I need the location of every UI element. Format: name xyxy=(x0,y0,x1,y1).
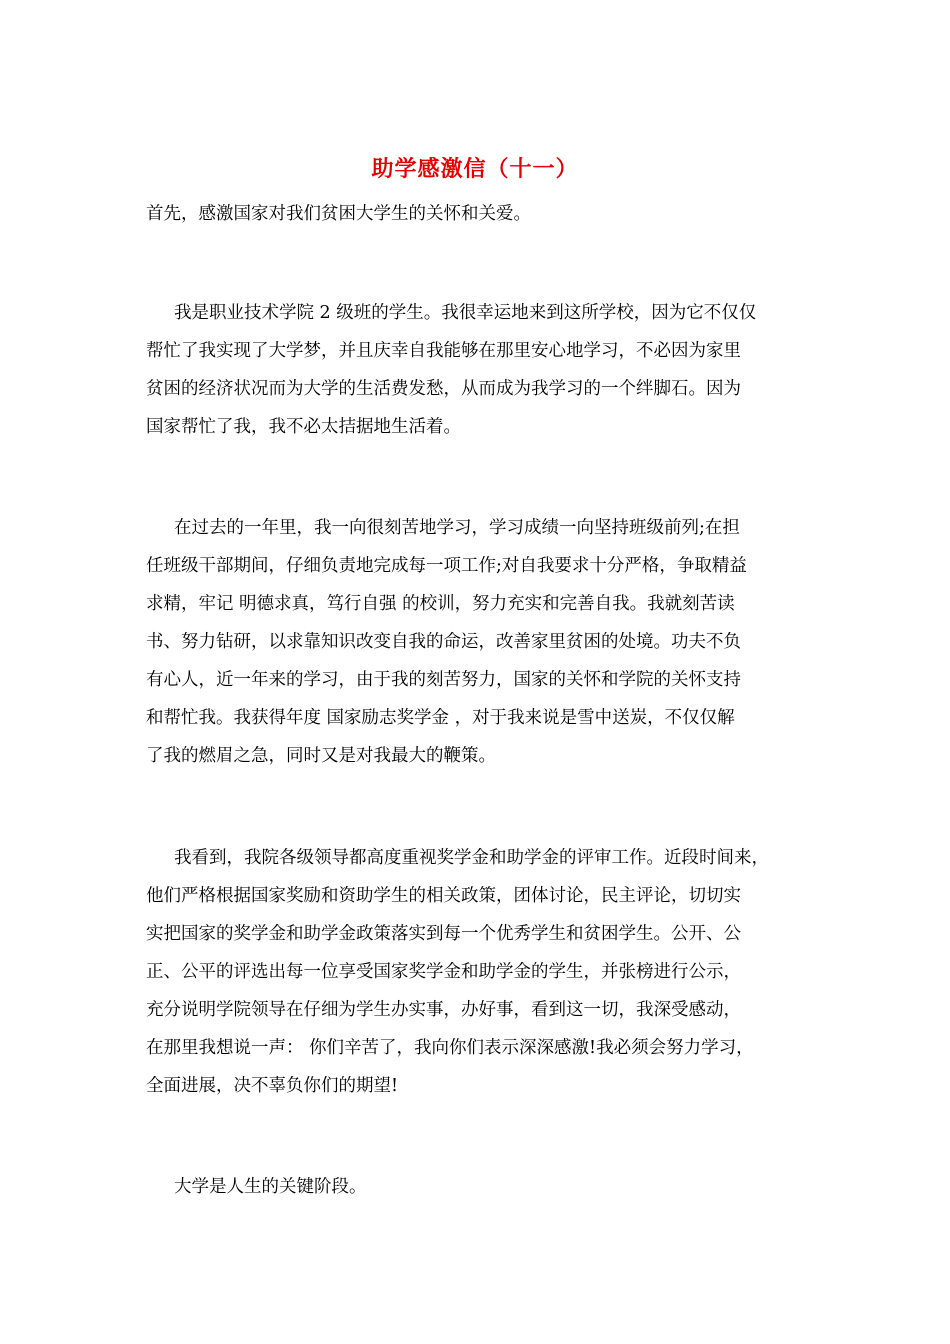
paragraph-line: 实把国家的奖学金和助学金政策落实到每一个优秀学生和贫困学生。公开、公 xyxy=(146,924,741,944)
paragraph-line: 我是职业技术学院 2 级班的学生。我很幸运地来到这所学校，因为它不仅仅 xyxy=(174,303,757,323)
paragraph-line: 书、努力钻研，以求靠知识改变自我的命运，改善家里贫困的处境。功夫不负 xyxy=(146,632,741,652)
paragraph-line: 充分说明学院领导在仔细为学生办实事，办好事，看到这一切，我深受感动， xyxy=(146,1000,741,1020)
paragraph-line: 正、公平的评选出每一位享受国家奖学金和助学金的学生，并张榜进行公示， xyxy=(146,962,741,982)
paragraph-line: 我看到，我院各级领导都高度重视奖学金和助学金的评审工作。近段时间来， xyxy=(174,848,769,868)
paragraph-line: 国家帮忙了我，我不必太拮据地生活着。 xyxy=(146,417,461,437)
paragraph-line: 任班级干部期间，仔细负责地完成每一项工作;对自我要求十分严格，争取精益 xyxy=(146,556,747,576)
paragraph-line: 贫困的经济状况而为大学的生活费发愁，从而成为我学习的一个绊脚石。因为 xyxy=(146,379,741,399)
paragraph-line: 和帮忙我。我获得年度 国家励志奖学金 ，对于我来说是雪中送炭，不仅仅解 xyxy=(146,708,735,728)
paragraph-line: 他们严格根据国家奖励和资助学生的相关政策，团体讨论，民主评论，切切实 xyxy=(146,886,741,906)
paragraph-line: 帮忙了我实现了大学梦，并且庆幸自我能够在那里安心地学习，不必因为家里 xyxy=(146,341,741,361)
paragraph-line: 有心人，近一年来的学习，由于我的刻苦努力，国家的关怀和学院的关怀支持 xyxy=(146,670,741,690)
paragraph-line: 全面进展，决不辜负你们的期望! xyxy=(146,1076,399,1096)
intro-line: 首先，感激国家对我们贫困大学生的关怀和关爱。 xyxy=(146,204,531,224)
document-title: 助学感激信（十一） xyxy=(371,156,579,182)
paragraph-line: 在过去的一年里，我一向很刻苦地学习，学习成绩一向坚持班级前列;在担 xyxy=(174,518,740,538)
paragraph-line: 大学是人生的关键阶段。 xyxy=(174,1177,367,1197)
paragraph-line: 求精，牢记 明德求真，笃行自强 的校训，努力充实和完善自我。我就刻苦读 xyxy=(146,594,735,614)
paragraph-line: 了我的燃眉之急，同时又是对我最大的鞭策。 xyxy=(146,746,496,766)
paragraph-line: 在那里我想说一声： 你们辛苦了，我向你们表示深深感激!我必须会努力学习， xyxy=(146,1038,754,1058)
